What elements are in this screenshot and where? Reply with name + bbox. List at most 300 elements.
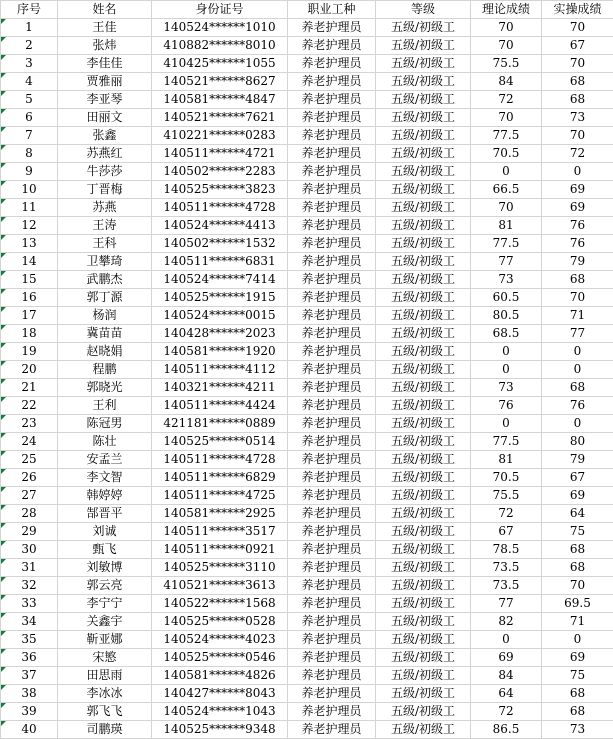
cell-id[interactable]: 410882******8010 (152, 37, 288, 55)
cell-name[interactable]: 苏燕 (58, 199, 152, 217)
cell-theory[interactable]: 77 (471, 595, 542, 613)
cell-practical[interactable]: 75 (542, 523, 613, 541)
cell-practical[interactable]: 64 (542, 505, 613, 523)
cell-occupation[interactable]: 养老护理员 (288, 541, 376, 559)
cell-theory[interactable]: 72 (471, 703, 542, 721)
cell-index[interactable]: 35 (1, 631, 58, 649)
cell-practical[interactable]: 70 (542, 289, 613, 307)
cell-name[interactable]: 刘诚 (58, 523, 152, 541)
cell-theory[interactable]: 73 (471, 271, 542, 289)
cell-occupation[interactable]: 养老护理员 (288, 505, 376, 523)
cell-practical[interactable]: 69 (542, 649, 613, 667)
header-cell-occupation[interactable]: 职业工种 (288, 1, 376, 19)
cell-practical[interactable]: 68 (542, 703, 613, 721)
cell-occupation[interactable]: 养老护理员 (288, 19, 376, 37)
cell-theory[interactable]: 60.5 (471, 289, 542, 307)
cell-id[interactable]: 140428******2023 (152, 325, 288, 343)
cell-name[interactable]: 牛莎莎 (58, 163, 152, 181)
cell-occupation[interactable]: 养老护理员 (288, 235, 376, 253)
cell-name[interactable]: 陈冠男 (58, 415, 152, 433)
cell-occupation[interactable]: 养老护理员 (288, 73, 376, 91)
cell-name[interactable]: 李文智 (58, 469, 152, 487)
error-indicator-icon (1, 181, 6, 186)
cell-occupation[interactable]: 养老护理员 (288, 217, 376, 235)
cell-practical[interactable]: 73 (542, 109, 613, 127)
cell-occupation[interactable]: 养老护理员 (288, 91, 376, 109)
cell-id[interactable]: 140524******7414 (152, 271, 288, 289)
cell-name[interactable]: 韩婷婷 (58, 487, 152, 505)
cell-name[interactable]: 李亚琴 (58, 91, 152, 109)
cell-index[interactable]: 8 (1, 145, 58, 163)
cell-level[interactable]: 五级/初级工 (376, 55, 471, 73)
cell-practical[interactable]: 71 (542, 613, 613, 631)
cell-level[interactable]: 五级/初级工 (376, 667, 471, 685)
cell-index[interactable]: 10 (1, 181, 58, 199)
cell-id[interactable]: 140502******2283 (152, 163, 288, 181)
cell-name[interactable]: 李冰冰 (58, 685, 152, 703)
cell-name[interactable]: 甄飞 (58, 541, 152, 559)
cell-id[interactable]: 140524******4023 (152, 631, 288, 649)
cell-index[interactable]: 36 (1, 649, 58, 667)
cell-level[interactable]: 五级/初级工 (376, 307, 471, 325)
cell-index[interactable]: 13 (1, 235, 58, 253)
cell-id[interactable]: 140511******4728 (152, 451, 288, 469)
cell-id[interactable]: 140525******9348 (152, 721, 288, 739)
cell-theory[interactable]: 75.5 (471, 55, 542, 73)
cell-id[interactable]: 140524******1010 (152, 19, 288, 37)
cell-theory[interactable]: 73 (471, 379, 542, 397)
cell-occupation[interactable]: 养老护理员 (288, 289, 376, 307)
cell-name[interactable]: 程鹏 (58, 361, 152, 379)
cell-index[interactable]: 28 (1, 505, 58, 523)
cell-occupation[interactable]: 养老护理员 (288, 559, 376, 577)
cell-theory[interactable]: 80.5 (471, 307, 542, 325)
cell-index[interactable]: 26 (1, 469, 58, 487)
cell-index[interactable]: 27 (1, 487, 58, 505)
cell-id[interactable]: 140581******1920 (152, 343, 288, 361)
cell-name[interactable]: 张炜 (58, 37, 152, 55)
cell-theory[interactable]: 77.5 (471, 127, 542, 145)
cell-id[interactable]: 140511******4728 (152, 199, 288, 217)
cell-occupation[interactable]: 养老护理员 (288, 307, 376, 325)
cell-practical[interactable]: 0 (542, 361, 613, 379)
cell-index[interactable]: 15 (1, 271, 58, 289)
error-indicator-icon (1, 37, 6, 42)
cell-level[interactable]: 五级/初级工 (376, 523, 471, 541)
cell-theory[interactable]: 73.5 (471, 559, 542, 577)
cell-name[interactable]: 王利 (58, 397, 152, 415)
cell-id[interactable]: 140525******3110 (152, 559, 288, 577)
cell-name[interactable]: 王佳 (58, 19, 152, 37)
cell-id[interactable]: 140525******3823 (152, 181, 288, 199)
cell-index[interactable]: 3 (1, 55, 58, 73)
cell-level[interactable]: 五级/初级工 (376, 631, 471, 649)
cell-practical[interactable]: 68 (542, 91, 613, 109)
cell-occupation[interactable]: 养老护理员 (288, 181, 376, 199)
cell-occupation[interactable]: 养老护理员 (288, 361, 376, 379)
cell-id[interactable]: 140525******0528 (152, 613, 288, 631)
table-row (1, 361, 613, 379)
cell-index[interactable]: 17 (1, 307, 58, 325)
cell-id[interactable]: 140525******1915 (152, 289, 288, 307)
cell-theory[interactable]: 77.5 (471, 235, 542, 253)
cell-name[interactable]: 陈壮 (58, 433, 152, 451)
cell-theory[interactable]: 0 (471, 415, 542, 433)
cell-id[interactable]: 140521******7621 (152, 109, 288, 127)
cell-index[interactable]: 22 (1, 397, 58, 415)
table-body (1, 19, 613, 739)
cell-occupation[interactable]: 养老护理员 (288, 721, 376, 739)
cell-theory[interactable]: 70 (471, 19, 542, 37)
cell-practical[interactable]: 68 (542, 73, 613, 91)
table-row (1, 505, 613, 523)
cell-index[interactable]: 23 (1, 415, 58, 433)
cell-id[interactable]: 140522******1568 (152, 595, 288, 613)
cell-theory[interactable]: 70 (471, 199, 542, 217)
cell-index[interactable]: 4 (1, 73, 58, 91)
cell-id[interactable]: 140525******0514 (152, 433, 288, 451)
cell-occupation[interactable]: 养老护理员 (288, 37, 376, 55)
cell-occupation[interactable]: 养老护理员 (288, 595, 376, 613)
cell-occupation[interactable]: 养老护理员 (288, 487, 376, 505)
cell-level[interactable]: 五级/初级工 (376, 73, 471, 91)
cell-theory[interactable]: 0 (471, 163, 542, 181)
cell-index[interactable]: 29 (1, 523, 58, 541)
cell-level[interactable]: 五级/初级工 (376, 181, 471, 199)
cell-level[interactable]: 五级/初级工 (376, 91, 471, 109)
cell-name[interactable]: 王科 (58, 235, 152, 253)
cell-name[interactable]: 安孟兰 (58, 451, 152, 469)
cell-occupation[interactable]: 养老护理员 (288, 415, 376, 433)
cell-theory[interactable]: 73.5 (471, 577, 542, 595)
cell-occupation[interactable]: 养老护理员 (288, 433, 376, 451)
cell-theory[interactable]: 70.5 (471, 469, 542, 487)
cell-occupation[interactable]: 养老护理员 (288, 55, 376, 73)
cell-practical[interactable]: 70 (542, 577, 613, 595)
cell-practical[interactable]: 71 (542, 307, 613, 325)
cell-practical[interactable]: 69 (542, 487, 613, 505)
cell-occupation[interactable]: 养老护理员 (288, 613, 376, 631)
cell-practical[interactable]: 72 (542, 145, 613, 163)
cell-id[interactable]: 410221******0283 (152, 127, 288, 145)
table-row (1, 37, 613, 55)
cell-practical[interactable]: 69 (542, 181, 613, 199)
cell-level[interactable]: 五级/初级工 (376, 379, 471, 397)
cell-level[interactable]: 五级/初级工 (376, 145, 471, 163)
cell-index[interactable]: 31 (1, 559, 58, 577)
cell-level[interactable]: 五级/初级工 (376, 721, 471, 739)
cell-index[interactable]: 1 (1, 19, 58, 37)
cell-name[interactable]: 赵晓娟 (58, 343, 152, 361)
table-row (1, 721, 613, 739)
cell-occupation[interactable]: 养老护理员 (288, 667, 376, 685)
cell-id[interactable]: 140427******8043 (152, 685, 288, 703)
cell-theory[interactable]: 84 (471, 667, 542, 685)
cell-name[interactable]: 郭云亮 (58, 577, 152, 595)
cell-index[interactable]: 34 (1, 613, 58, 631)
cell-name[interactable]: 田丽文 (58, 109, 152, 127)
cell-id[interactable]: 140524******0015 (152, 307, 288, 325)
cell-occupation[interactable]: 养老护理员 (288, 703, 376, 721)
cell-practical[interactable]: 70 (542, 55, 613, 73)
cell-name[interactable]: 郭晓光 (58, 379, 152, 397)
cell-occupation[interactable]: 养老护理员 (288, 379, 376, 397)
cell-theory[interactable]: 82 (471, 613, 542, 631)
cell-level[interactable]: 五级/初级工 (376, 19, 471, 37)
cell-id[interactable]: 140524******1043 (152, 703, 288, 721)
cell-level[interactable]: 五级/初级工 (376, 325, 471, 343)
cell-theory[interactable]: 81 (471, 451, 542, 469)
cell-practical[interactable]: 0 (542, 415, 613, 433)
cell-level[interactable]: 五级/初级工 (376, 415, 471, 433)
cell-index[interactable]: 18 (1, 325, 58, 343)
cell-level[interactable]: 五级/初级工 (376, 253, 471, 271)
cell-level[interactable]: 五级/初级工 (376, 397, 471, 415)
cell-occupation[interactable]: 养老护理员 (288, 523, 376, 541)
cell-id[interactable]: 140321******4211 (152, 379, 288, 397)
cell-occupation[interactable]: 养老护理员 (288, 343, 376, 361)
cell-level[interactable]: 五级/初级工 (376, 649, 471, 667)
cell-occupation[interactable]: 养老护理员 (288, 577, 376, 595)
cell-name[interactable]: 丁晋梅 (58, 181, 152, 199)
cell-level[interactable]: 五级/初级工 (376, 433, 471, 451)
cell-occupation[interactable]: 养老护理员 (288, 685, 376, 703)
table-row (1, 109, 613, 127)
cell-level[interactable]: 五级/初级工 (376, 577, 471, 595)
cell-level[interactable]: 五级/初级工 (376, 595, 471, 613)
cell-theory[interactable]: 70 (471, 37, 542, 55)
cell-index[interactable]: 16 (1, 289, 58, 307)
cell-theory[interactable]: 77.5 (471, 433, 542, 451)
cell-theory[interactable]: 0 (471, 361, 542, 379)
cell-level[interactable]: 五级/初级工 (376, 541, 471, 559)
cell-level[interactable]: 五级/初级工 (376, 487, 471, 505)
cell-practical[interactable]: 70 (542, 127, 613, 145)
cell-theory[interactable]: 75.5 (471, 487, 542, 505)
cell-level[interactable]: 五级/初级工 (376, 289, 471, 307)
cell-index[interactable]: 24 (1, 433, 58, 451)
cell-level[interactable]: 五级/初级工 (376, 127, 471, 145)
cell-level[interactable]: 五级/初级工 (376, 343, 471, 361)
cell-theory[interactable]: 68.5 (471, 325, 542, 343)
cell-theory[interactable]: 66.5 (471, 181, 542, 199)
cell-index[interactable]: 11 (1, 199, 58, 217)
cell-index[interactable]: 9 (1, 163, 58, 181)
cell-index[interactable]: 7 (1, 127, 58, 145)
cell-theory[interactable]: 86.5 (471, 721, 542, 739)
cell-id[interactable]: 421181******0889 (152, 415, 288, 433)
cell-practical[interactable]: 67 (542, 469, 613, 487)
cell-practical[interactable]: 79 (542, 253, 613, 271)
cell-id[interactable]: 140511******6831 (152, 253, 288, 271)
cell-occupation[interactable]: 养老护理员 (288, 127, 376, 145)
cell-index[interactable]: 21 (1, 379, 58, 397)
cell-index[interactable]: 19 (1, 343, 58, 361)
table-row (1, 73, 613, 91)
cell-id[interactable]: 140511******4721 (152, 145, 288, 163)
cell-practical[interactable]: 79 (542, 451, 613, 469)
cell-name[interactable]: 苏燕红 (58, 145, 152, 163)
cell-level[interactable]: 五级/初级工 (376, 199, 471, 217)
cell-level[interactable]: 五级/初级工 (376, 217, 471, 235)
cell-index[interactable]: 39 (1, 703, 58, 721)
header-cell-level[interactable]: 等级 (376, 1, 471, 19)
cell-theory[interactable]: 64 (471, 685, 542, 703)
cell-occupation[interactable]: 养老护理员 (288, 271, 376, 289)
cell-practical[interactable]: 0 (542, 631, 613, 649)
cell-theory[interactable]: 0 (471, 631, 542, 649)
cell-practical[interactable]: 67 (542, 37, 613, 55)
cell-occupation[interactable]: 养老护理员 (288, 325, 376, 343)
cell-practical[interactable]: 68 (542, 685, 613, 703)
cell-practical[interactable]: 69 (542, 199, 613, 217)
cell-theory[interactable]: 69 (471, 649, 542, 667)
cell-id[interactable]: 140511******4725 (152, 487, 288, 505)
cell-practical[interactable]: 75 (542, 667, 613, 685)
cell-id[interactable]: 410521******3613 (152, 577, 288, 595)
cell-practical[interactable]: 80 (542, 433, 613, 451)
cell-index[interactable]: 38 (1, 685, 58, 703)
cell-id[interactable]: 140511******0921 (152, 541, 288, 559)
cell-name[interactable]: 冀苗苗 (58, 325, 152, 343)
cell-practical[interactable]: 70 (542, 19, 613, 37)
cell-index[interactable]: 12 (1, 217, 58, 235)
cell-id[interactable]: 140502******1532 (152, 235, 288, 253)
cell-practical[interactable]: 77 (542, 325, 613, 343)
cell-level[interactable]: 五级/初级工 (376, 271, 471, 289)
cell-occupation[interactable]: 养老护理员 (288, 253, 376, 271)
cell-id[interactable]: 140581******4847 (152, 91, 288, 109)
cell-level[interactable]: 五级/初级工 (376, 109, 471, 127)
cell-id[interactable]: 140521******8627 (152, 73, 288, 91)
cell-level[interactable]: 五级/初级工 (376, 559, 471, 577)
cell-id[interactable]: 140524******4413 (152, 217, 288, 235)
cell-theory[interactable]: 78.5 (471, 541, 542, 559)
cell-level[interactable]: 五级/初级工 (376, 685, 471, 703)
header-cell-name[interactable]: 姓名 (58, 1, 152, 19)
cell-index[interactable]: 33 (1, 595, 58, 613)
cell-name[interactable]: 田思雨 (58, 667, 152, 685)
cell-occupation[interactable]: 养老护理员 (288, 451, 376, 469)
cell-name[interactable]: 武鹏杰 (58, 271, 152, 289)
cell-level[interactable]: 五级/初级工 (376, 361, 471, 379)
cell-practical[interactable]: 69.5 (542, 595, 613, 613)
cell-practical[interactable]: 73 (542, 721, 613, 739)
cell-id[interactable]: 140525******0546 (152, 649, 288, 667)
cell-index[interactable]: 37 (1, 667, 58, 685)
cell-name[interactable]: 张鑫 (58, 127, 152, 145)
cell-theory[interactable]: 81 (471, 217, 542, 235)
cell-name[interactable]: 宋慜 (58, 649, 152, 667)
cell-level[interactable]: 五级/初级工 (376, 37, 471, 55)
header-cell-index[interactable]: 序号 (1, 1, 58, 19)
cell-practical[interactable]: 68 (542, 541, 613, 559)
cell-index[interactable]: 14 (1, 253, 58, 271)
cell-occupation[interactable]: 养老护理员 (288, 145, 376, 163)
cell-id[interactable]: 140511******3517 (152, 523, 288, 541)
cell-index[interactable]: 40 (1, 721, 58, 739)
error-indicator-icon (1, 127, 6, 132)
cell-occupation[interactable]: 养老护理员 (288, 469, 376, 487)
cell-id[interactable]: 140581******2925 (152, 505, 288, 523)
cell-level[interactable]: 五级/初级工 (376, 613, 471, 631)
cell-practical[interactable]: 76 (542, 397, 613, 415)
cell-level[interactable]: 五级/初级工 (376, 505, 471, 523)
cell-name[interactable]: 郭丁源 (58, 289, 152, 307)
cell-practical[interactable]: 0 (542, 163, 613, 181)
cell-level[interactable]: 五级/初级工 (376, 163, 471, 181)
cell-id[interactable]: 140581******4826 (152, 667, 288, 685)
cell-theory[interactable]: 70.5 (471, 145, 542, 163)
cell-index[interactable]: 6 (1, 109, 58, 127)
cell-theory[interactable]: 77 (471, 253, 542, 271)
cell-occupation[interactable]: 养老护理员 (288, 109, 376, 127)
cell-name[interactable]: 李佳佳 (58, 55, 152, 73)
cell-name[interactable]: 王涛 (58, 217, 152, 235)
cell-index[interactable]: 25 (1, 451, 58, 469)
cell-name[interactable]: 靳亚娜 (58, 631, 152, 649)
cell-theory[interactable]: 72 (471, 505, 542, 523)
cell-practical[interactable]: 68 (542, 379, 613, 397)
cell-index[interactable]: 5 (1, 91, 58, 109)
cell-theory[interactable]: 0 (471, 343, 542, 361)
cell-practical[interactable]: 68 (542, 559, 613, 577)
cell-practical[interactable]: 68 (542, 271, 613, 289)
cell-level[interactable]: 五级/初级工 (376, 235, 471, 253)
cell-name[interactable]: 关鑫宇 (58, 613, 152, 631)
cell-name[interactable]: 李宁宁 (58, 595, 152, 613)
cell-name[interactable]: 郜晋平 (58, 505, 152, 523)
cell-level[interactable]: 五级/初级工 (376, 451, 471, 469)
cell-id[interactable]: 140511******4112 (152, 361, 288, 379)
cell-practical[interactable]: 76 (542, 235, 613, 253)
cell-index[interactable]: 20 (1, 361, 58, 379)
table-row (1, 649, 613, 667)
cell-index[interactable]: 2 (1, 37, 58, 55)
cell-id[interactable]: 410425******1055 (152, 55, 288, 73)
cell-name[interactable]: 杨润 (58, 307, 152, 325)
cell-practical[interactable]: 76 (542, 217, 613, 235)
cell-theory[interactable]: 76 (471, 397, 542, 415)
cell-occupation[interactable]: 养老护理员 (288, 631, 376, 649)
cell-name[interactable]: 贾雅丽 (58, 73, 152, 91)
header-cell-id[interactable]: 身份证号 (152, 1, 288, 19)
cell-index[interactable]: 32 (1, 577, 58, 595)
cell-occupation[interactable]: 养老护理员 (288, 397, 376, 415)
cell-theory[interactable]: 84 (471, 73, 542, 91)
cell-name[interactable]: 卫攀琦 (58, 253, 152, 271)
error-indicator-icon (1, 433, 6, 438)
cell-occupation[interactable]: 养老护理员 (288, 199, 376, 217)
cell-level[interactable]: 五级/初级工 (376, 703, 471, 721)
cell-theory[interactable]: 70 (471, 109, 542, 127)
error-indicator-icon (1, 91, 6, 96)
cell-theory[interactable]: 67 (471, 523, 542, 541)
header-cell-theory[interactable]: 理论成绩 (471, 1, 542, 19)
cell-occupation[interactable]: 养老护理员 (288, 649, 376, 667)
cell-id[interactable]: 140511******4424 (152, 397, 288, 415)
cell-index[interactable]: 30 (1, 541, 58, 559)
cell-theory[interactable]: 72 (471, 91, 542, 109)
cell-practical[interactable]: 0 (542, 343, 613, 361)
header-cell-practical[interactable]: 实操成绩 (542, 1, 613, 19)
cell-level[interactable]: 五级/初级工 (376, 469, 471, 487)
cell-id[interactable]: 140511******6829 (152, 469, 288, 487)
cell-name[interactable]: 刘敏博 (58, 559, 152, 577)
cell-occupation[interactable]: 养老护理员 (288, 163, 376, 181)
cell-name[interactable]: 郭飞飞 (58, 703, 152, 721)
cell-name[interactable]: 司鹏瑛 (58, 721, 152, 739)
